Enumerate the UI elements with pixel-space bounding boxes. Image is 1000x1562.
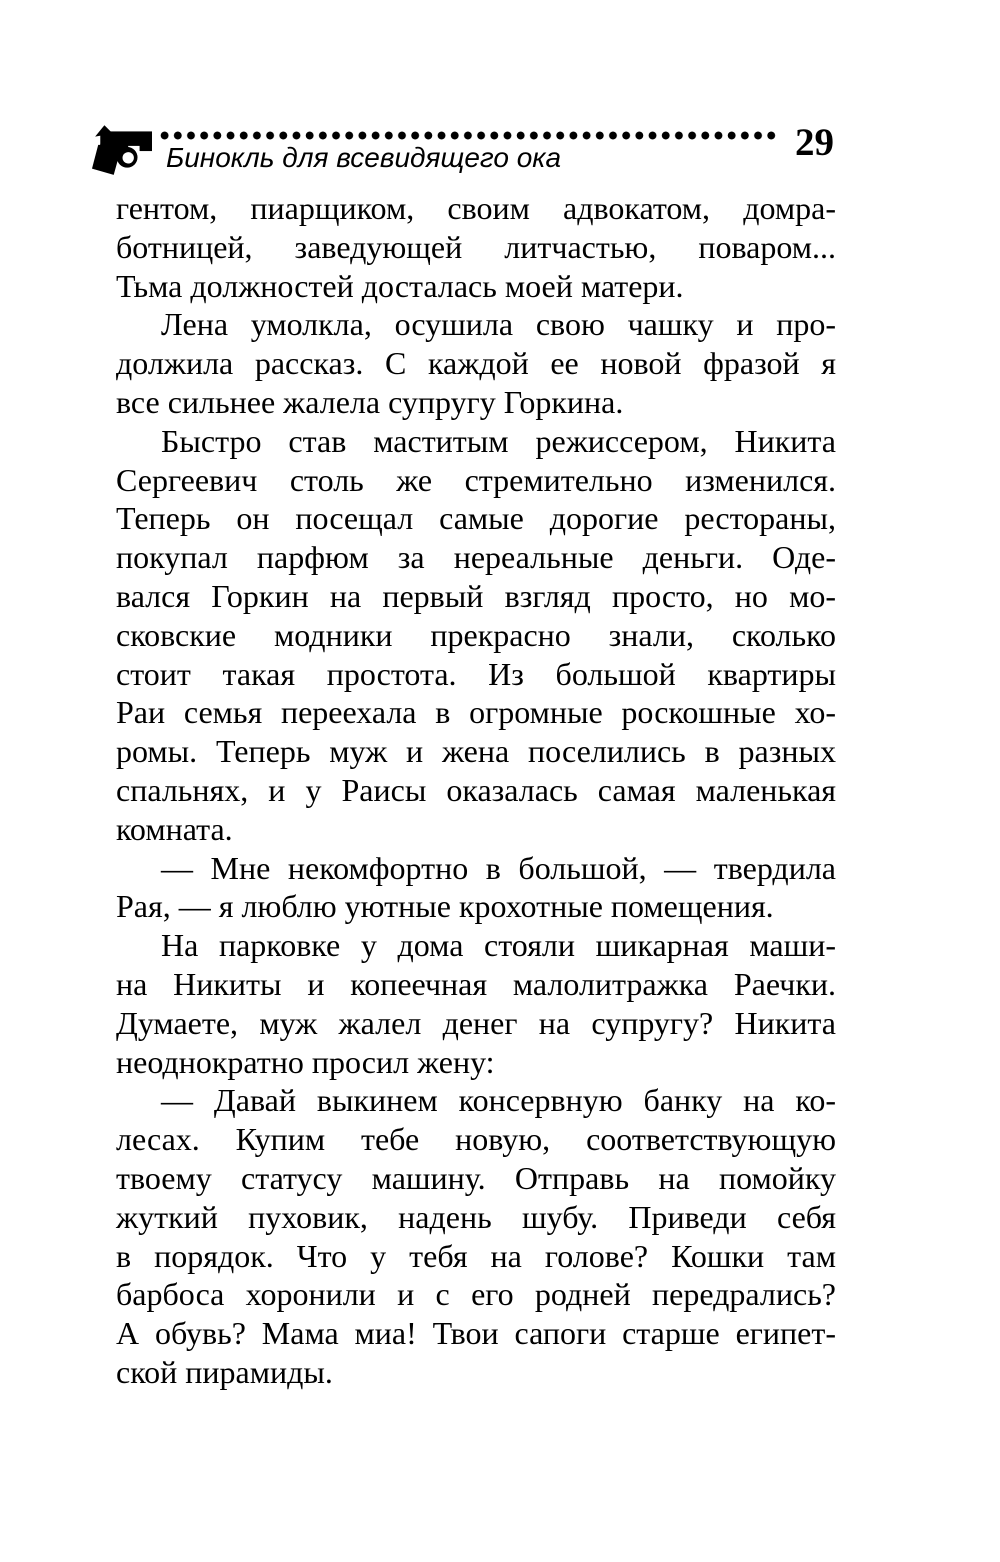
text-line: неоднократно просил жену: <box>116 1043 495 1080</box>
text-line: На парковке у дома стояли шикарная маши- <box>161 927 836 964</box>
text-line: — Мне некомфортно в большой, — твердила <box>161 849 836 886</box>
running-title: Бинокль для всевидящего ока <box>166 142 562 173</box>
revolver-icon <box>92 123 152 175</box>
text-line: Сергеевич столь же стремительно изменился. <box>116 461 836 498</box>
text-line: комната. <box>116 810 233 847</box>
text-line: в порядок. Что у тебя на голове? Кошки там <box>116 1237 836 1274</box>
text-line: вался Горкин на первый взгляд просто, но мо- <box>116 577 836 614</box>
text-line: Думаете, муж жалел денег на супругу? Никита <box>116 1004 836 1041</box>
text-line: покупал парфюм за нереальные деньги. Оде- <box>116 539 836 576</box>
text-line: Лена умолкла, осушила свою чашку и про- <box>161 306 836 343</box>
text-line: на Никиты и копеечная малолитражка Раечки. <box>116 965 836 1002</box>
text-line: жуткий пуховик, надень шубу. Приведи себя <box>116 1198 836 1235</box>
text-line: Теперь он посещал самые дорогие рестораны, <box>116 500 836 537</box>
text-line: Рая, — я люблю уютные крохотные помещения. <box>116 888 774 925</box>
text-line: спальнях, и у Раисы оказалась самая маленькая <box>116 771 836 808</box>
text-line: лесах. Купим тебе новую, соответствующую <box>116 1121 836 1158</box>
text-line: все сильнее жалела супругу Горкина. <box>116 383 624 420</box>
text-line: Тьма должностей досталась моей матери. <box>116 267 684 304</box>
text-line: А обувь? Мама миа! Твои сапоги старше египет- <box>116 1315 836 1352</box>
text-line: стоит такая простота. Из большой квартиры <box>116 655 836 692</box>
text-line: — Давай выкинем консервную банку на ко- <box>161 1082 836 1119</box>
text-line: Раи семья переехала в огромные роскошные хо- <box>116 694 836 731</box>
text-block <box>116 189 836 1392</box>
page-number: 29 <box>795 121 834 164</box>
text-line: твоему статусу машину. Отправь на помойку <box>116 1159 836 1196</box>
text-line: ской пирамиды. <box>116 1353 333 1390</box>
text-line: барбоса хоронили и с его родней передрались? <box>116 1276 836 1313</box>
text-line: сковские модники прекрасно знали, сколько <box>116 616 836 653</box>
text-line: гентом, пиарщиком, своим адвокатом, домра- <box>116 190 836 226</box>
text-line: должила рассказ. С каждой ее новой фразой я <box>116 345 836 382</box>
dotted-rule <box>158 130 779 141</box>
text-line: ботницей, заведующей литчастью, поваром... <box>116 228 836 265</box>
text-line: Быстро став маститым режиссером, Никита <box>161 422 836 459</box>
text-line: ромы. Теперь муж и жена поселились в разных <box>116 733 836 770</box>
